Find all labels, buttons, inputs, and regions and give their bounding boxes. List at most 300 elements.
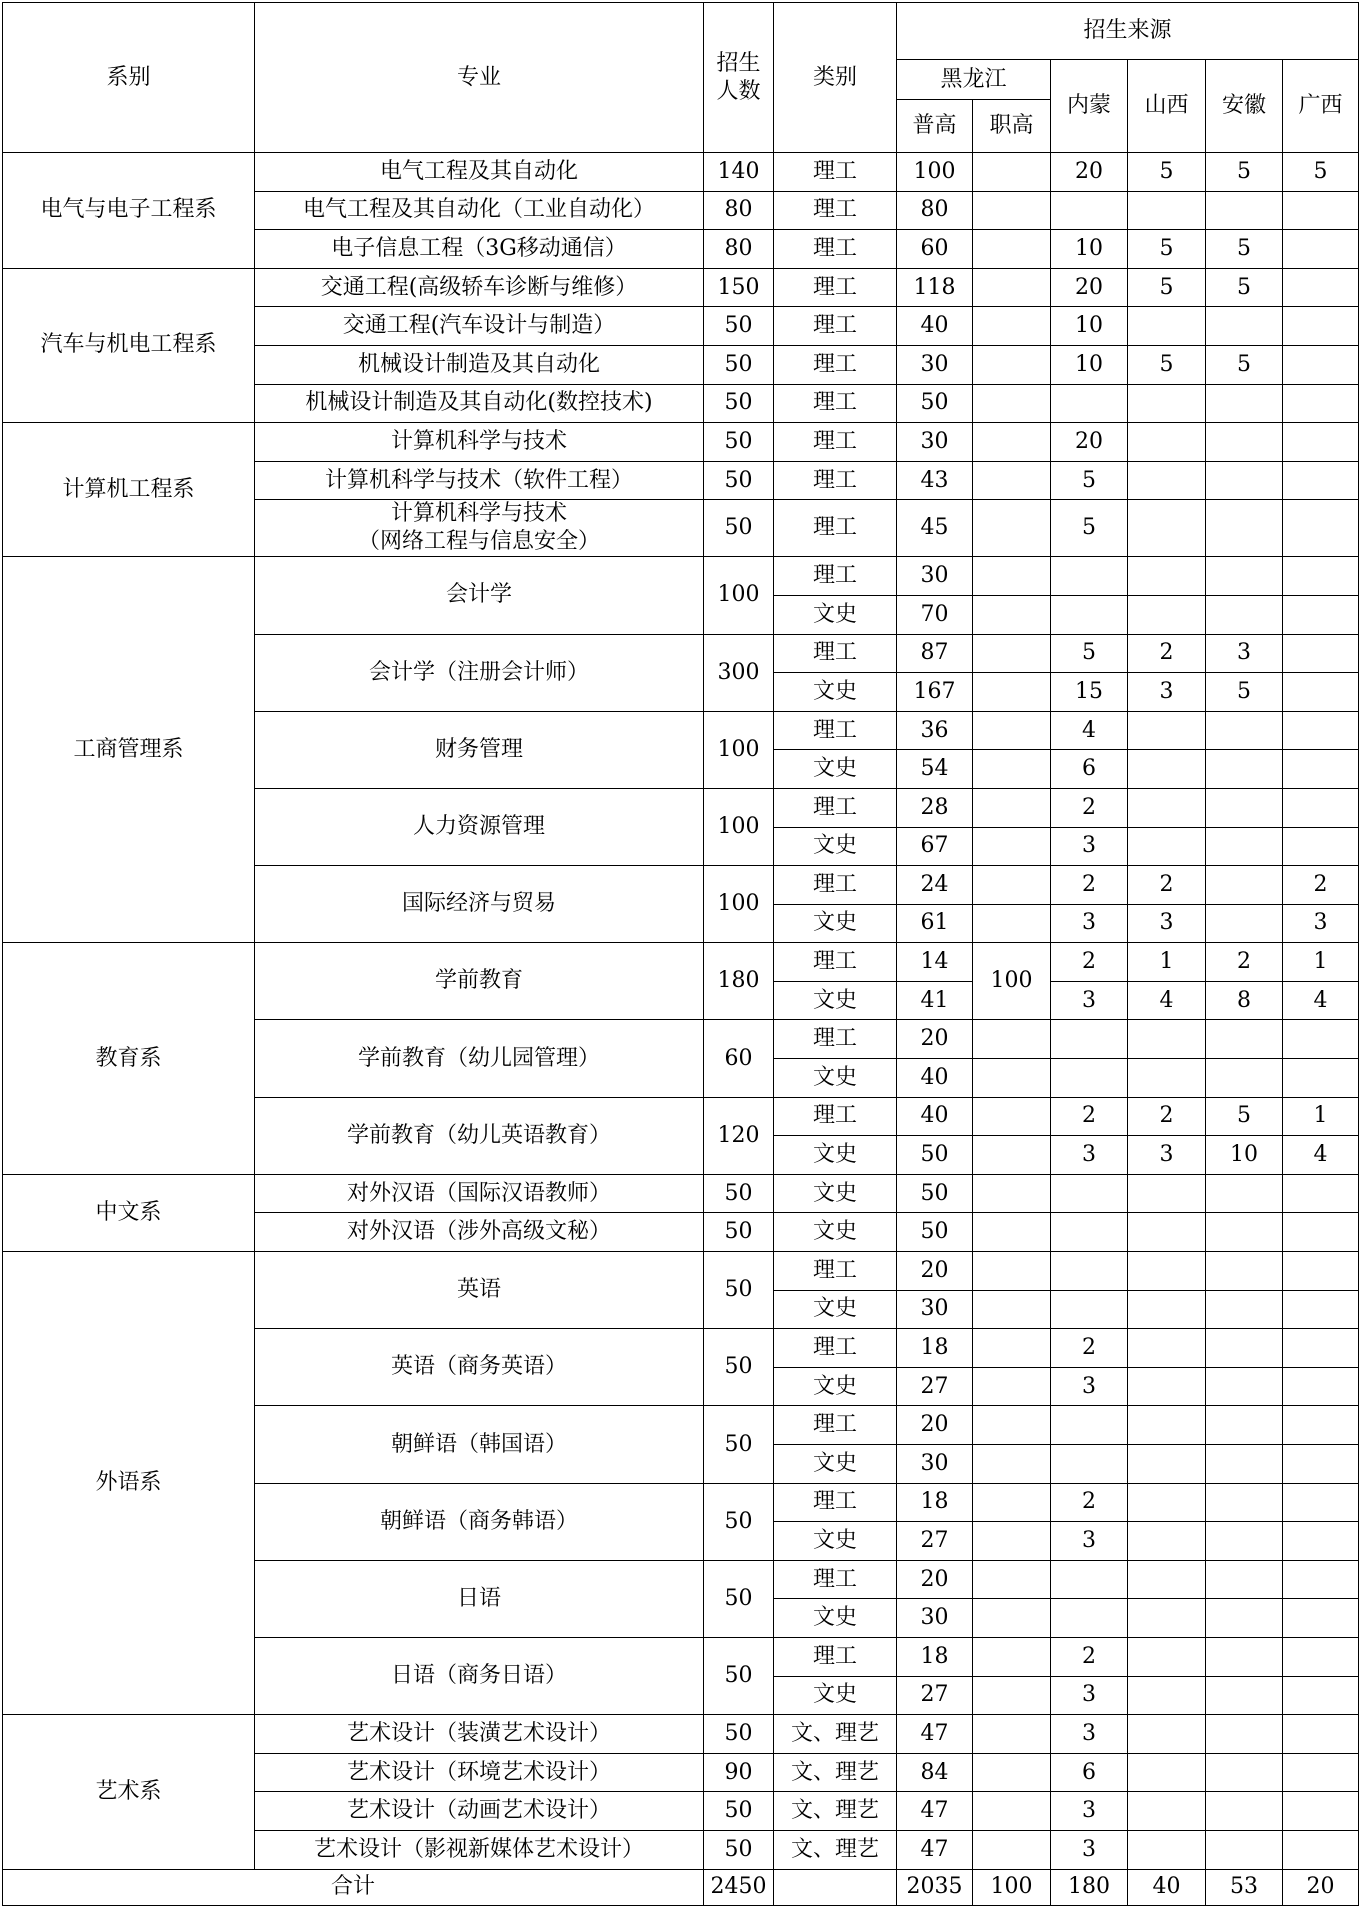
neimeng-cell — [1051, 191, 1128, 230]
major-name-line1: 计算机科学与技术 — [390, 501, 567, 527]
hlj-general-cell: 30 — [897, 345, 973, 384]
shanxi-cell — [1128, 788, 1206, 827]
hlj-vocational-cell — [973, 500, 1051, 557]
guangxi-cell — [1283, 461, 1359, 500]
major-name: 艺术设计（动画艺术设计） — [255, 1792, 704, 1831]
header-neimeng: 内蒙 — [1051, 60, 1128, 153]
hlj-general-cell: 20 — [897, 1020, 973, 1059]
anhui-cell — [1206, 191, 1283, 230]
guangxi-cell — [1283, 1020, 1359, 1059]
anhui-cell: 5 — [1206, 268, 1283, 307]
major-name: 电子信息工程（3G移动通信） — [255, 230, 704, 269]
shanxi-cell — [1128, 191, 1206, 230]
guangxi-cell — [1283, 750, 1359, 789]
guangxi-cell — [1283, 1290, 1359, 1329]
quota-cell: 50 — [704, 1329, 774, 1406]
hlj-general-cell: 30 — [897, 1290, 973, 1329]
hlj-general-cell: 18 — [897, 1483, 973, 1522]
guangxi-cell — [1283, 1213, 1359, 1252]
shanxi-cell — [1128, 1830, 1206, 1869]
anhui-cell — [1206, 1830, 1283, 1869]
enrollment-table — [2, 2, 1359, 1906]
anhui-cell: 10 — [1206, 1136, 1283, 1175]
shanxi-cell — [1128, 500, 1206, 557]
shanxi-cell: 3 — [1128, 904, 1206, 943]
quota-cell: 50 — [704, 1637, 774, 1714]
category-cell: 理工 — [774, 307, 897, 346]
shanxi-cell — [1128, 1329, 1206, 1368]
dept-name: 教育系 — [3, 943, 255, 1175]
hlj-vocational-cell — [973, 1329, 1051, 1368]
quota-cell: 50 — [704, 1213, 774, 1252]
quota-cell: 50 — [704, 307, 774, 346]
major-name: 计算机科学与技术（软件工程） — [255, 461, 704, 500]
guangxi-cell — [1283, 557, 1359, 596]
category-cell: 理工 — [774, 866, 897, 905]
major-name: 英语（商务英语） — [255, 1329, 704, 1406]
hlj-general-cell: 50 — [897, 384, 973, 423]
anhui-cell: 2 — [1206, 943, 1283, 982]
hlj-general-cell: 60 — [897, 230, 973, 269]
hlj-general-cell: 167 — [897, 673, 973, 712]
guangxi-cell — [1283, 1637, 1359, 1676]
quota-cell: 80 — [704, 230, 774, 269]
neimeng-cell: 10 — [1051, 230, 1128, 269]
guangxi-cell — [1283, 1599, 1359, 1638]
dept-name: 外语系 — [3, 1252, 255, 1715]
quota-cell: 100 — [704, 866, 774, 943]
guangxi-cell — [1283, 191, 1359, 230]
hlj-general-cell: 100 — [897, 153, 973, 192]
table-row — [3, 268, 1359, 307]
anhui-cell — [1206, 1252, 1283, 1291]
major-name: 学前教育（幼儿英语教育） — [255, 1097, 704, 1174]
guangxi-cell — [1283, 307, 1359, 346]
guangxi-cell — [1283, 268, 1359, 307]
hlj-vocational-cell — [973, 673, 1051, 712]
category-cell: 文、理艺 — [774, 1753, 897, 1792]
anhui-cell — [1206, 1599, 1283, 1638]
guangxi-cell — [1283, 500, 1359, 557]
guangxi-cell: 1 — [1283, 943, 1359, 982]
neimeng-cell: 3 — [1051, 1715, 1128, 1754]
category-cell: 文史 — [774, 1290, 897, 1329]
dept-name: 汽车与机电工程系 — [3, 268, 255, 422]
category-cell: 理工 — [774, 943, 897, 982]
hlj-vocational-cell — [973, 268, 1051, 307]
guangxi-cell — [1283, 711, 1359, 750]
category-cell: 文史 — [774, 1445, 897, 1484]
hlj-general-cell: 14 — [897, 943, 973, 982]
neimeng-cell: 4 — [1051, 711, 1128, 750]
shanxi-cell — [1128, 827, 1206, 866]
quota-cell: 300 — [704, 634, 774, 711]
neimeng-cell: 6 — [1051, 1753, 1128, 1792]
neimeng-cell — [1051, 1174, 1128, 1213]
shanxi-cell: 3 — [1128, 1136, 1206, 1175]
anhui-cell — [1206, 1715, 1283, 1754]
quota-cell: 50 — [704, 423, 774, 462]
neimeng-cell — [1051, 1020, 1128, 1059]
neimeng-cell — [1051, 1445, 1128, 1484]
anhui-cell — [1206, 904, 1283, 943]
neimeng-cell: 3 — [1051, 904, 1128, 943]
anhui-cell — [1206, 711, 1283, 750]
category-cell: 理工 — [774, 345, 897, 384]
guangxi-cell — [1283, 673, 1359, 712]
guangxi-cell — [1283, 1560, 1359, 1599]
hlj-vocational-cell — [973, 384, 1051, 423]
guangxi-cell — [1283, 1445, 1359, 1484]
shanxi-cell — [1128, 1290, 1206, 1329]
anhui-cell — [1206, 1483, 1283, 1522]
dept-name: 艺术系 — [3, 1715, 255, 1869]
hlj-vocational-cell — [973, 1599, 1051, 1638]
quota-cell: 50 — [704, 1792, 774, 1831]
category-cell: 文史 — [774, 1174, 897, 1213]
hlj-vocational-cell — [973, 1637, 1051, 1676]
neimeng-cell — [1051, 557, 1128, 596]
guangxi-cell — [1283, 1830, 1359, 1869]
shanxi-cell — [1128, 1753, 1206, 1792]
anhui-cell — [1206, 384, 1283, 423]
shanxi-cell — [1128, 1483, 1206, 1522]
shanxi-cell — [1128, 557, 1206, 596]
anhui-cell — [1206, 1290, 1283, 1329]
quota-cell: 50 — [704, 1560, 774, 1637]
major-name: 对外汉语（涉外高级文秘） — [255, 1213, 704, 1252]
table-row — [3, 1252, 1359, 1291]
guangxi-cell — [1283, 1406, 1359, 1445]
neimeng-cell: 2 — [1051, 788, 1128, 827]
category-cell: 理工 — [774, 268, 897, 307]
hlj-general-cell: 40 — [897, 307, 973, 346]
neimeng-cell: 6 — [1051, 750, 1128, 789]
hlj-vocational-cell — [973, 750, 1051, 789]
hlj-vocational-cell — [973, 423, 1051, 462]
total-label: 合计 — [3, 1869, 704, 1905]
shanxi-cell — [1128, 1560, 1206, 1599]
hlj-general-cell: 41 — [897, 981, 973, 1020]
shanxi-cell — [1128, 423, 1206, 462]
guangxi-cell — [1283, 1329, 1359, 1368]
guangxi-cell — [1283, 1252, 1359, 1291]
hlj-general-cell: 84 — [897, 1753, 973, 1792]
shanxi-cell — [1128, 1406, 1206, 1445]
major-name: 朝鲜语（商务韩语） — [255, 1483, 704, 1560]
guangxi-cell: 5 — [1283, 153, 1359, 192]
category-cell: 文史 — [774, 1059, 897, 1098]
hlj-vocational-cell — [973, 153, 1051, 192]
major-name: 学前教育（幼儿园管理） — [255, 1020, 704, 1097]
neimeng-cell: 3 — [1051, 827, 1128, 866]
guangxi-cell: 4 — [1283, 1136, 1359, 1175]
neimeng-cell: 10 — [1051, 345, 1128, 384]
category-cell: 理工 — [774, 1637, 897, 1676]
major-name: 机械设计制造及其自动化 — [255, 345, 704, 384]
major-name: 会计学 — [255, 557, 704, 634]
major-name: 交通工程(汽车设计与制造） — [255, 307, 704, 346]
quota-cell: 180 — [704, 943, 774, 1020]
neimeng-cell: 3 — [1051, 1792, 1128, 1831]
quota-cell: 50 — [704, 1715, 774, 1754]
major-name: 日语（商务日语） — [255, 1637, 704, 1714]
total-shanxi: 40 — [1128, 1869, 1206, 1905]
category-cell: 理工 — [774, 423, 897, 462]
quota-cell: 80 — [704, 191, 774, 230]
hlj-general-cell: 50 — [897, 1136, 973, 1175]
category-cell: 文、理艺 — [774, 1792, 897, 1831]
header-hlj-general: 普高 — [897, 100, 973, 153]
anhui-cell: 3 — [1206, 634, 1283, 673]
hlj-vocational-cell — [973, 595, 1051, 634]
hlj-vocational-cell: 100 — [973, 943, 1051, 1020]
neimeng-cell: 2 — [1051, 866, 1128, 905]
hlj-vocational-cell — [973, 1715, 1051, 1754]
shanxi-cell — [1128, 595, 1206, 634]
dept-name: 电气与电子工程系 — [3, 153, 255, 269]
category-cell: 理工 — [774, 1252, 897, 1291]
hlj-general-cell: 80 — [897, 191, 973, 230]
shanxi-cell: 5 — [1128, 153, 1206, 192]
category-cell: 理工 — [774, 1097, 897, 1136]
anhui-cell — [1206, 1329, 1283, 1368]
table-row — [3, 1715, 1359, 1754]
category-cell: 文史 — [774, 673, 897, 712]
guangxi-cell — [1283, 1715, 1359, 1754]
anhui-cell: 8 — [1206, 981, 1283, 1020]
major-name: 电气工程及其自动化（工业自动化） — [255, 191, 704, 230]
major-name: 国际经济与贸易 — [255, 866, 704, 943]
quota-cell: 50 — [704, 1252, 774, 1329]
anhui-cell: 5 — [1206, 230, 1283, 269]
category-cell: 文、理艺 — [774, 1830, 897, 1869]
hlj-general-cell: 27 — [897, 1522, 973, 1561]
neimeng-cell: 3 — [1051, 1676, 1128, 1715]
guangxi-cell — [1283, 1522, 1359, 1561]
total-neimeng: 180 — [1051, 1869, 1128, 1905]
category-cell: 理工 — [774, 461, 897, 500]
hlj-vocational-cell — [973, 1020, 1051, 1059]
neimeng-cell: 20 — [1051, 268, 1128, 307]
hlj-general-cell: 24 — [897, 866, 973, 905]
category-cell: 文史 — [774, 981, 897, 1020]
quota-cell: 50 — [704, 500, 774, 557]
quota-cell: 50 — [704, 1483, 774, 1560]
shanxi-cell: 5 — [1128, 345, 1206, 384]
hlj-general-cell: 47 — [897, 1792, 973, 1831]
neimeng-cell: 2 — [1051, 1637, 1128, 1676]
quota-cell: 100 — [704, 788, 774, 865]
dept-name: 工商管理系 — [3, 557, 255, 943]
category-cell: 文史 — [774, 1599, 897, 1638]
category-cell: 理工 — [774, 711, 897, 750]
category-cell: 文史 — [774, 1213, 897, 1252]
neimeng-cell — [1051, 595, 1128, 634]
hlj-vocational-cell — [973, 461, 1051, 500]
guangxi-cell — [1283, 230, 1359, 269]
quota-cell: 50 — [704, 1174, 774, 1213]
guangxi-cell: 3 — [1283, 904, 1359, 943]
anhui-cell — [1206, 1059, 1283, 1098]
major-name: 学前教育 — [255, 943, 704, 1020]
neimeng-cell: 5 — [1051, 461, 1128, 500]
neimeng-cell: 3 — [1051, 981, 1128, 1020]
anhui-cell — [1206, 1213, 1283, 1252]
anhui-cell — [1206, 1020, 1283, 1059]
major-name: 英语 — [255, 1252, 704, 1329]
dept-name: 中文系 — [3, 1174, 255, 1251]
guangxi-cell — [1283, 634, 1359, 673]
header-quota-line2: 人数 — [716, 78, 761, 104]
anhui-cell — [1206, 1174, 1283, 1213]
hlj-vocational-cell — [973, 1522, 1051, 1561]
shanxi-cell — [1128, 1213, 1206, 1252]
hlj-vocational-cell — [973, 1136, 1051, 1175]
guangxi-cell: 4 — [1283, 981, 1359, 1020]
anhui-cell — [1206, 1406, 1283, 1445]
hlj-general-cell: 20 — [897, 1252, 973, 1291]
shanxi-cell: 4 — [1128, 981, 1206, 1020]
hlj-general-cell: 40 — [897, 1097, 973, 1136]
category-cell: 文史 — [774, 1522, 897, 1561]
hlj-general-cell: 47 — [897, 1830, 973, 1869]
hlj-vocational-cell — [973, 1445, 1051, 1484]
anhui-cell: 5 — [1206, 673, 1283, 712]
guangxi-cell — [1283, 1792, 1359, 1831]
header-anhui: 安徽 — [1206, 60, 1283, 153]
header-row — [3, 3, 1359, 60]
guangxi-cell — [1283, 1059, 1359, 1098]
hlj-general-cell: 30 — [897, 423, 973, 462]
anhui-cell — [1206, 1753, 1283, 1792]
anhui-cell — [1206, 1637, 1283, 1676]
major-name: 电气工程及其自动化 — [255, 153, 704, 192]
hlj-vocational-cell — [973, 1560, 1051, 1599]
hlj-general-cell: 18 — [897, 1329, 973, 1368]
hlj-general-cell: 118 — [897, 268, 973, 307]
hlj-vocational-cell — [973, 1753, 1051, 1792]
anhui-cell — [1206, 595, 1283, 634]
category-cell: 理工 — [774, 230, 897, 269]
hlj-general-cell: 70 — [897, 595, 973, 634]
quota-cell: 50 — [704, 1830, 774, 1869]
hlj-general-cell: 87 — [897, 634, 973, 673]
shanxi-cell — [1128, 750, 1206, 789]
shanxi-cell: 2 — [1128, 1097, 1206, 1136]
guangxi-cell — [1283, 595, 1359, 634]
shanxi-cell — [1128, 1676, 1206, 1715]
hlj-vocational-cell — [973, 1676, 1051, 1715]
major-name: 艺术设计（影视新媒体艺术设计） — [255, 1830, 704, 1869]
hlj-general-cell: 30 — [897, 557, 973, 596]
neimeng-cell: 3 — [1051, 1136, 1128, 1175]
shanxi-cell — [1128, 1252, 1206, 1291]
hlj-general-cell: 20 — [897, 1560, 973, 1599]
neimeng-cell: 3 — [1051, 1830, 1128, 1869]
anhui-cell — [1206, 1676, 1283, 1715]
shanxi-cell — [1128, 1059, 1206, 1098]
category-cell: 文史 — [774, 1136, 897, 1175]
total-hlj: 2035 — [897, 1869, 973, 1905]
hlj-vocational-cell — [973, 1213, 1051, 1252]
hlj-general-cell: 30 — [897, 1599, 973, 1638]
anhui-cell — [1206, 1522, 1283, 1561]
guangxi-cell: 2 — [1283, 866, 1359, 905]
category-cell: 理工 — [774, 634, 897, 673]
guangxi-cell — [1283, 384, 1359, 423]
neimeng-cell — [1051, 1213, 1128, 1252]
neimeng-cell: 15 — [1051, 673, 1128, 712]
hlj-vocational-cell — [973, 1483, 1051, 1522]
neimeng-cell — [1051, 384, 1128, 423]
hlj-vocational-cell — [973, 1406, 1051, 1445]
quota-cell: 120 — [704, 1097, 774, 1174]
total-quota: 2450 — [704, 1869, 774, 1905]
hlj-vocational-cell — [973, 1792, 1051, 1831]
shanxi-cell — [1128, 461, 1206, 500]
hlj-general-cell: 27 — [897, 1676, 973, 1715]
shanxi-cell — [1128, 384, 1206, 423]
guangxi-cell — [1283, 1676, 1359, 1715]
hlj-vocational-cell — [973, 230, 1051, 269]
total-anhui: 53 — [1206, 1869, 1283, 1905]
anhui-cell — [1206, 1367, 1283, 1406]
header-shanxi: 山西 — [1128, 60, 1206, 153]
guangxi-cell — [1283, 1483, 1359, 1522]
anhui-cell — [1206, 307, 1283, 346]
major-name-line2: （网络工程与信息安全） — [357, 529, 600, 555]
neimeng-cell — [1051, 1290, 1128, 1329]
anhui-cell — [1206, 500, 1283, 557]
table-row — [3, 1174, 1359, 1213]
hlj-vocational-cell — [973, 711, 1051, 750]
category-cell: 文史 — [774, 1367, 897, 1406]
quota-cell: 150 — [704, 268, 774, 307]
hlj-general-cell: 36 — [897, 711, 973, 750]
hlj-general-cell: 18 — [897, 1637, 973, 1676]
total-vocational: 100 — [973, 1869, 1051, 1905]
anhui-cell — [1206, 788, 1283, 827]
shanxi-cell — [1128, 1020, 1206, 1059]
hlj-vocational-cell — [973, 557, 1051, 596]
category-cell: 理工 — [774, 191, 897, 230]
anhui-cell — [1206, 866, 1283, 905]
anhui-cell: 5 — [1206, 153, 1283, 192]
shanxi-cell — [1128, 711, 1206, 750]
hlj-vocational-cell — [973, 788, 1051, 827]
category-cell: 文史 — [774, 904, 897, 943]
neimeng-cell — [1051, 1059, 1128, 1098]
hlj-vocational-cell — [973, 307, 1051, 346]
neimeng-cell: 2 — [1051, 943, 1128, 982]
quota-cell: 50 — [704, 1406, 774, 1483]
guangxi-cell — [1283, 1367, 1359, 1406]
header-heilongjiang: 黑龙江 — [897, 60, 1051, 100]
major-name: 会计学（注册会计师） — [255, 634, 704, 711]
shanxi-cell — [1128, 1637, 1206, 1676]
guangxi-cell — [1283, 827, 1359, 866]
header-guangxi: 广西 — [1283, 60, 1359, 153]
guangxi-cell — [1283, 1174, 1359, 1213]
header-dept: 系别 — [3, 3, 255, 153]
category-cell: 理工 — [774, 557, 897, 596]
hlj-vocational-cell — [973, 1174, 1051, 1213]
hlj-vocational-cell — [973, 345, 1051, 384]
neimeng-cell: 2 — [1051, 1097, 1128, 1136]
category-cell: 理工 — [774, 500, 897, 557]
neimeng-cell: 2 — [1051, 1483, 1128, 1522]
